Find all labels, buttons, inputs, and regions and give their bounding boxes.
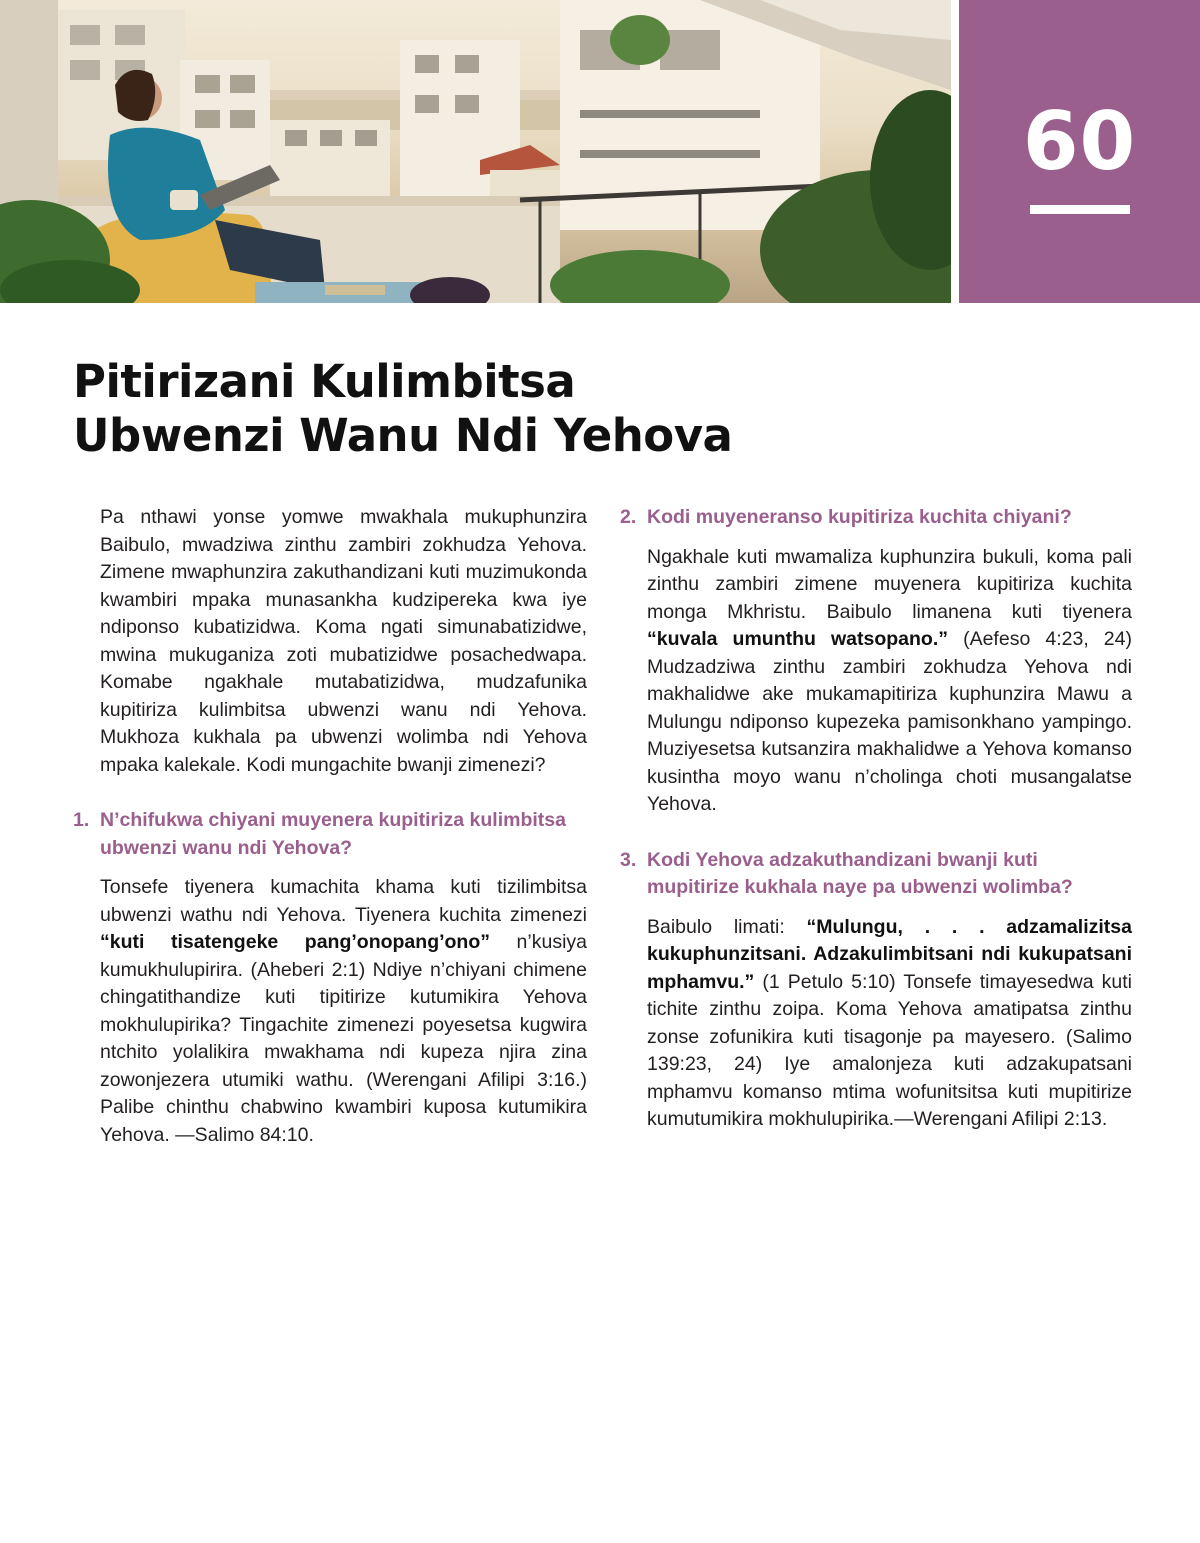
answer-3-quote: “Mulungu, . . . adzamalizitsa kukuphunzitsani. Adzakulimbitsani ndi kukupatsani mphamvu.” [647, 915, 1132, 993]
question-2-number: 2. [620, 506, 637, 528]
answer-3-paragraph [620, 914, 1132, 1134]
question-3-text: Kodi Yehova adzakuthandizani bwanji kuti mupitirize kukhala naye pa ubwenzi wolimba? [647, 848, 1073, 898]
question-3-number: 3. [620, 848, 637, 871]
answer-2-paragraph [620, 544, 1132, 819]
answer-2-text-a: Ngakhale kuti mwamaliza kuphunzira bukuli, koma pali zinthu zambiri zimene muyenera kupitiriza kuchita monga Mkhristu. Baibulo limanena kuti tiyenera [647, 545, 1132, 623]
question-3-heading [620, 847, 1132, 902]
left-column [73, 504, 587, 1149]
right-column [620, 504, 1132, 1134]
title-line-2: Ubwenzi Wanu Ndi Yehova [73, 409, 733, 462]
hero-illustration [0, 0, 951, 303]
answer-3-text-a: Baibulo limati: [647, 915, 807, 938]
page-title [73, 355, 732, 463]
chapter-underline [1030, 205, 1130, 214]
answer-1-text-b: n’kusiya kumukhulupirira. (Aheberi 2:1) Ndiye n’chiyani chimene chingatithandize kuti tipitirize kutumikira Yehova mokhulupirika? Tingachite zimenezi poyesetsa kugwira ntchito yolalikira mwakhama ndi kupeza njira zina zowonjezera utumiki wathu. (Werengani Afilipi 3:16.) Palibe chinthu chabwino kwambiri kuposa kutumikira Yehova. —Salimo 84:10. [100, 931, 588, 1146]
chapter-panel [959, 0, 1200, 303]
answer-3-text-b: (1 Petulo 5:10) Tonsefe timayesedwa kuti tichite zinthu zoipa. Koma Yehova amatipatsa zinthu zonse zofunikira kuti tisagonje pa mayesero. (Salimo 139:23, 24) Iye amalonjeza kuti adzakupatsani mphamvu komanso mtima wofunitsitsa kuti mupitirize kumutumikira mokhulupirika.—Werengani Afilipi 2:13. [647, 970, 1132, 1130]
question-2-text: Kodi muyeneranso kupitiriza kuchita chiyani? [647, 506, 1072, 528]
title-line-1: Pitirizani Kulimbitsa [73, 355, 576, 408]
question-2-heading [620, 504, 1132, 532]
answer-2-quote: “kuvala umunthu watsopano.” [647, 628, 949, 650]
answer-1-paragraph [73, 874, 587, 1149]
hero-photo [0, 0, 951, 303]
intro-paragraph: Pa nthawi yonse yomwe mwakhala mukuphunzira Baibulo, mwadziwa zinthu zambiri zokhudza Yehova. Zimene mwaphunzira zakuthandizani kuti muzimukonda kwambiri mpaka munasankha kudzipereka kwa iye ndiponso kubatizidwa. Koma ngati simunabatizidwe, mwina mukuganiza zoti mubatizidwe posachedwapa. Komabe ngakhale mutabatizidwa, mudzafunika kupitiriza kulimbitsa ubwenzi wanu ndi Yehova. Mukhoza kukhala pa ubwenzi wolimba ndi Yehova mpaka kalekale. Kodi mungachite bwanji zimenezi? [100, 506, 587, 776]
chapter-number: 60 [1022, 95, 1137, 188]
question-1-heading [73, 807, 587, 862]
question-1-number: 1. [73, 809, 90, 831]
answer-1-text-a: Tonsefe tiyenera kumachita khama kuti tizilimbitsa ubwenzi wathu ndi Yehova. Tiyenera kuchita zimenezi [100, 876, 587, 926]
answer-2-text-b: (Aefeso 4:23, 24) Mudzadziwa zinthu zambiri zokhudza Yehova ndi makhalidwe ake mukamapitiriza kuphunzira Mawu a Mulungu ndiponso kupezeka pamisonkhano yampingo. Muziyesetsa kutsanzira makhalidwe a Yehova komanso kusintha moyo wanu n’cholinga choti musangalatse Yehova. [647, 628, 1132, 815]
question-1-text: N’chifukwa chiyani muyenera kupitiriza kulimbitsa ubwenzi wanu ndi Yehova? [100, 809, 566, 859]
answer-1-quote: “kuti tisatengeke pang’onopang’ono” [100, 931, 491, 953]
